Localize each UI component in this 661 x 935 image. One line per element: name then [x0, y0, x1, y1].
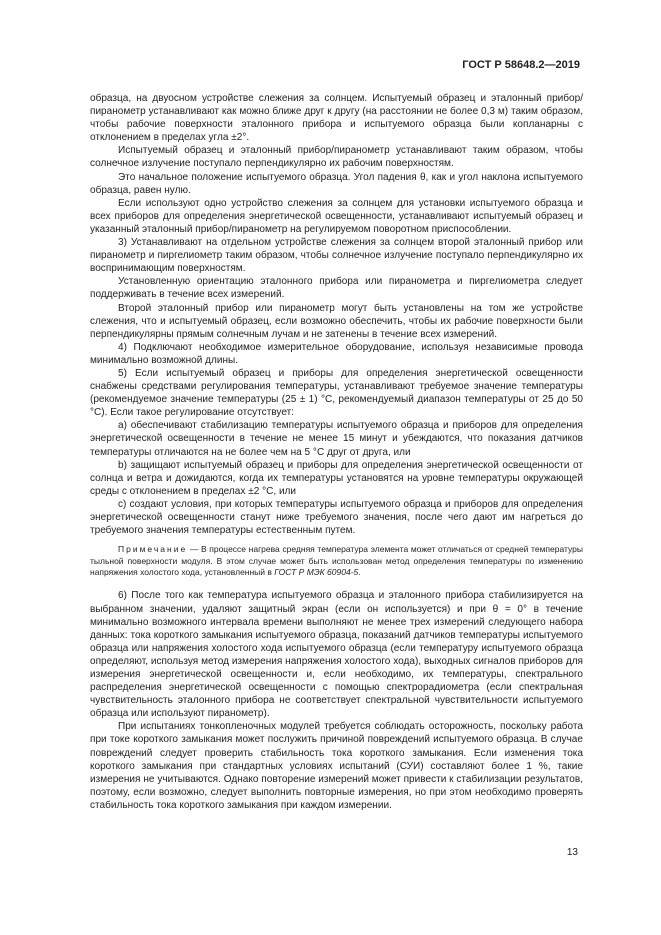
note-text: — В процессе нагрева средняя температура элемента может отличаться от средней температуры тыльной поверхности модуля. В этом случае может быть использован метод определения температуры по изменению напряжения холостого хода, установленный в [90, 544, 583, 577]
note-reference: ГОСТ Р МЭК 60904-5 [274, 567, 359, 577]
paragraph-continuation: образца, на двуосном устройстве слежения за солнцем. Испытуемый образец и эталонный прибор/пиранометр устанавливают как можно ближе друг к другу (на расстоянии не более 0,3 м) таким образом, чтобы рабочие поверхности эталонного прибора и испытуемого образца были копланарны с отклонением в пределах угла ±2°. [90, 93, 583, 144]
paragraph: При испытаниях тонкопленочных модулей требуется соблюдать осторожность, поскольку работа при токе короткого замыкания может послужить причиной повреждений испытуемого образца. В случае повреждений следует проверить стабильность тока короткого замыкания. Если изменения тока короткого замыкания при стандартных условиях испытаний (СУИ) составляют более 1 %, такие измерения не учитываются. Однако повторение измерений может привести к стабилизации результатов, поэтому, если возможно, следует выполнить повторные измерения, но при этом необходимо проверять стабильность тока короткого замыкания при каждом измерении. [90, 721, 583, 811]
paragraph: Второй эталонный прибор или пиранометр могут быть установлены на том же устройстве слежения, что и испытуемый образец, если возможно обеспечить, чтобы их рабочие поверхности были перпендикулярны прямым солнечным лучам и не затенены в течение всех измерений. [90, 302, 583, 340]
list-item-c: c) создают условия, при которых температуры испытуемого образца и приборов для определения энергетической освещенности станут ниже требуемого значения, после чего дают им нагреться до требуемого значения температуры естественным путем. [90, 498, 583, 537]
document-id-header: ГОСТ Р 58648.2—2019 [462, 59, 580, 71]
paragraph: Это начальное положение испытуемого образца. Угол падения θ, как и угол наклона испытуемого образца, равен нулю. [90, 171, 583, 196]
paragraph-step-5: 5) Если испытуемый образец и приборы для определения энергетической освещенности снабжены средствами регулирования температуры, устанавливают требуемое значение температуры (рекомендуемое значение температуры (25 ± 1) °С, рекомендуемый диапазон температуры от 25 до 50 °С). Если такое регулирование отсутствует: [90, 367, 583, 419]
paragraph: Испытуемый образец и эталонный прибор/пиранометр устанавливают таким образом, чтобы солнечное излучение поступало перпендикулярно их рабочим поверхностям. [90, 145, 583, 170]
note-end: . [358, 567, 361, 577]
note [90, 544, 583, 578]
list-item-a: a) обеспечивают стабилизацию температуры испытуемого образца и приборов для определения энергетической освещенности в течение не менее 15 минут и убеждаются, что показания датчиков температуры отличаются на не более чем на 5 °С друг от друга, или [90, 420, 583, 458]
paragraph-step-3: 3) Устанавливают на отдельном устройстве слежения за солнцем второй эталонный прибор или пиранометр и пиргелиометр таким образом, чтобы солнечное излучение поступало перпендикулярно их воспринимающим поверхностям. [90, 237, 583, 275]
list-item-b: b) защищают испытуемый образец и приборы для определения энергетической освещенности от солнца и ветра и дожидаются, когда их температуры установятся на уровне температуры окружающей среды с отклонением в пределах ±2 °С, или [90, 459, 583, 497]
note-label: Примечание [118, 544, 188, 555]
document-body [90, 92, 583, 812]
page-number: 13 [566, 847, 578, 858]
paragraph-step-6: 6) После того как температура испытуемого образца и эталонного прибора стабилизируется на выбранном значении, удаляют защитный экран (если он используется) и при θ = 0° в течение минимально возможного интервала времени выполняют не менее трех измерений следующего набора данных: тока короткого замыкания испытуемого образца, показаний датчиков температуры испытуемого образца или напряжения холостого хода испытуемого образца (если температуру испытуемого образца определяют, используя метод измерения напряжения холостого хода), выходных сигналов приборов для измерения энергетической освещенности и, если необходимо, их температуры, спектрального распределения энергетической освещенности с помощью спектрорадиометра (если спектральная чувствительность эталонного прибора не соответствует спектральной чувствительности испытуемого образца или используют пиранометр). [90, 590, 583, 720]
paragraph-step-4: 4) Подключают необходимое измерительное оборудование, используя независимые провода минимально возможной длины. [90, 341, 583, 366]
paragraph: Установленную ориентацию эталонного прибора или пиранометра и пиргелиометра следует поддерживать в течение всех измерений. [90, 276, 583, 301]
paragraph: Если используют одно устройство слежения за солнцем для установки испытуемого образца и всех приборов для определения энергетической освещенности, устанавливают испытуемый образец и указанный эталонный прибор/пиранометр на регулируемом поворотном приспособлении. [90, 197, 583, 235]
